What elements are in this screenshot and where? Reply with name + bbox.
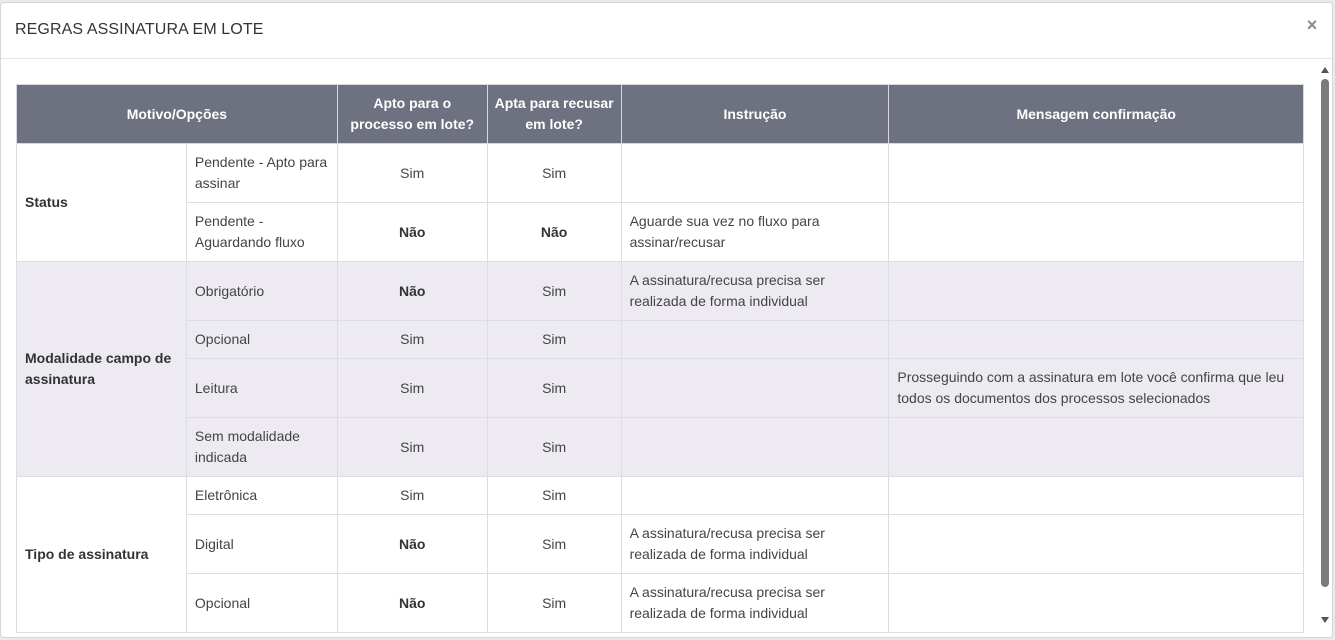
table-row [17,203,1304,262]
modal-title: REGRAS ASSINATURA EM LOTE [15,21,264,38]
rules-table [16,84,1304,633]
mensagem-cell [889,262,1304,321]
instrucao-cell [621,321,889,359]
group-status: Status [17,144,187,262]
group-modalidade: Modalidade campo de assinatura [17,262,187,477]
vertical-scrollbar[interactable] [1318,61,1332,637]
apto-cell: Sim [337,144,487,203]
header-apto: Apto para o processo em lote? [337,85,487,144]
instrucao-cell: A assinatura/recusa precisa ser realizada de forma individual [621,515,889,574]
modal-header [1,3,1332,59]
mensagem-cell [889,418,1304,477]
apta-cell: Sim [487,574,621,633]
header-mensagem: Mensagem confirmação [889,85,1304,144]
apto-cell: Não [337,203,487,262]
table-row [17,477,1304,515]
instrucao-cell [621,418,889,477]
apta-cell: Sim [487,144,621,203]
group-tipo: Tipo de assinatura [17,477,187,633]
mensagem-cell: Prosseguindo com a assinatura em lote você confirma que leu todos os documentos dos processos selecionados [889,359,1304,418]
close-icon[interactable]: × [1306,15,1318,35]
instrucao-cell [621,359,889,418]
option-cell: Pendente - Aguardando fluxo [186,203,337,262]
apta-cell: Sim [487,321,621,359]
apta-cell: Sim [487,515,621,574]
table-row [17,262,1304,321]
apto-cell: Não [337,515,487,574]
instrucao-cell [621,144,889,203]
mensagem-cell [889,515,1304,574]
option-cell: Opcional [186,574,337,633]
apto-cell: Sim [337,418,487,477]
apta-cell: Sim [487,359,621,418]
option-cell: Eletrônica [186,477,337,515]
instrucao-cell [621,477,889,515]
mensagem-cell [889,574,1304,633]
instrucao-cell: A assinatura/recusa precisa ser realizada de forma individual [621,574,889,633]
mensagem-cell [889,144,1304,203]
apto-cell: Sim [337,359,487,418]
apta-cell: Sim [487,262,621,321]
scroll-down-arrow-icon[interactable] [1321,617,1329,623]
option-cell: Pendente - Apto para assinar [186,144,337,203]
rules-modal [0,2,1333,638]
option-cell: Obrigatório [186,262,337,321]
option-cell: Sem modalidade indicada [186,418,337,477]
apto-cell: Sim [337,321,487,359]
mensagem-cell [889,321,1304,359]
header-instrucao: Instrução [621,85,889,144]
table-row [17,418,1304,477]
table-row [17,515,1304,574]
mensagem-cell [889,477,1304,515]
table-row [17,359,1304,418]
apta-cell: Não [487,203,621,262]
table-row [17,144,1304,203]
apta-cell: Sim [487,418,621,477]
apto-cell: Não [337,574,487,633]
header-motivo: Motivo/Opções [17,85,338,144]
scroll-up-arrow-icon[interactable] [1321,67,1329,73]
instrucao-cell: Aguarde sua vez no fluxo para assinar/recusar [621,203,889,262]
option-cell: Leitura [186,359,337,418]
apto-cell: Sim [337,477,487,515]
mensagem-cell [889,203,1304,262]
header-apta: Apta para recusar em lote? [487,85,621,144]
apta-cell: Sim [487,477,621,515]
instrucao-cell: A assinatura/recusa precisa ser realizada de forma individual [621,262,889,321]
apto-cell: Não [337,262,487,321]
option-cell: Opcional [186,321,337,359]
scroll-thumb[interactable] [1321,79,1329,587]
table-header-row [17,85,1304,144]
modal-body [1,60,1318,637]
table-row [17,574,1304,633]
option-cell: Digital [186,515,337,574]
table-row [17,321,1304,359]
